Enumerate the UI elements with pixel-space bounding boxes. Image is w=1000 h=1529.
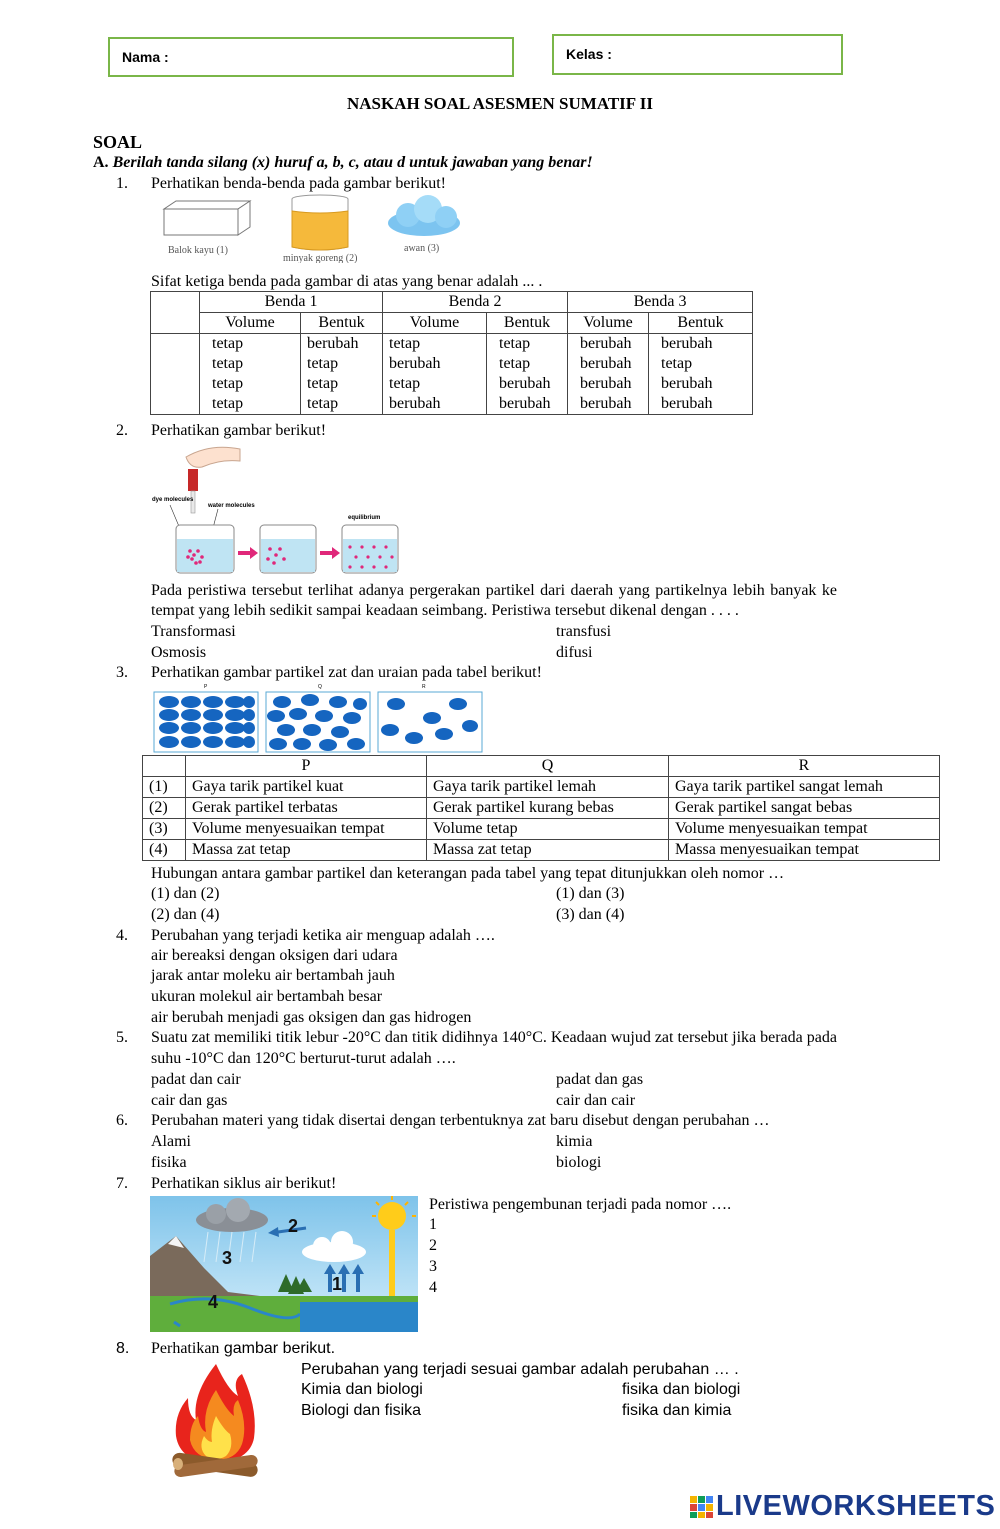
q7-prompt: Peristiwa pengembunan terjadi pada nomor ….: [429, 1196, 732, 1213]
table-row: (3) Volume menyesuaikan tempat Volume tetap Volume menyesuaikan tempat: [143, 819, 940, 840]
q1-image: [158, 193, 470, 263]
q1-number: 1.: [116, 175, 128, 192]
q1-text: Perhatikan benda-benda pada gambar berikut!: [151, 175, 446, 192]
q2-diffusion-image: [150, 443, 405, 578]
oil-glass-image: [292, 195, 348, 250]
q1-label-2: minyak goreng (2): [283, 253, 358, 263]
nama-label: Nama :: [122, 49, 169, 65]
q8-text-serif: Perhatikan: [151, 1340, 220, 1357]
q1-label-1: Balok kayu (1): [168, 245, 228, 256]
q2-desc-1: Pada peristiwa tersebut terlihat adanya pergerakan partikel dari daerah yang partikelnya lebih banyak ke: [151, 582, 838, 599]
table-header-row: [151, 292, 753, 313]
q6-option-b[interactable]: kimia: [556, 1133, 593, 1150]
q8-option-d[interactable]: fisika dan kimia: [622, 1402, 732, 1419]
q7-option-c[interactable]: 3: [429, 1258, 437, 1275]
q5-option-d[interactable]: cair dan cair: [556, 1092, 636, 1109]
beaker-3: [342, 525, 398, 573]
q5-text-1: Suatu zat memiliki titik lebur -20°C dan titik didihnya 140°C. Keadaan wujud zat tersebut jika berada pada: [151, 1029, 837, 1046]
table-row: tetap tetap berubah berubah berubah berubah: [151, 394, 753, 415]
wood-block-image: [164, 201, 250, 235]
q7-water-cycle-image: [150, 1196, 418, 1332]
table-row: tetap tetap berubah tetap berubah tetap: [151, 354, 753, 374]
q6-number: 6.: [116, 1112, 128, 1129]
equilibrium-label: equilibrium: [348, 515, 381, 521]
q6-text: Perubahan materi yang tidak disertai dengan terbentuknya zat baru disebut dengan perubahan …: [151, 1112, 770, 1129]
table-row: (1) Gaya tarik partikel kuat Gaya tarik partikel lemah Gaya tarik partikel sangat lemah: [143, 777, 940, 798]
q5-option-c[interactable]: cair dan gas: [151, 1092, 228, 1109]
q6-option-c[interactable]: fisika: [151, 1154, 187, 1171]
cycle-label-4: 4: [208, 1292, 219, 1312]
q6-option-d[interactable]: biologi: [556, 1154, 602, 1171]
instruction: [93, 153, 593, 173]
q3-option-b[interactable]: (1) dan (3): [556, 885, 625, 902]
page-title: NASKAH SOAL ASESMEN SUMATIF II: [346, 94, 654, 113]
q2-number: 2.: [116, 422, 128, 439]
cycle-label-3: 3: [222, 1248, 233, 1268]
q8-option-b[interactable]: fisika dan biologi: [622, 1381, 741, 1398]
q5-text-2: suhu -10°C dan 120°C berturut-turut adalah ….: [151, 1050, 456, 1067]
liveworksheets-logo-icon: [690, 1496, 714, 1518]
q7-option-d[interactable]: 4: [429, 1279, 437, 1296]
kelas-input[interactable]: [634, 44, 833, 66]
table-row: (4) Massa zat tetap Massa zat tetap Massa menyesuaikan tempat: [143, 840, 940, 861]
cycle-label-1: 1: [332, 1274, 343, 1294]
q2-option-b[interactable]: transfusi: [556, 623, 612, 640]
q1-table: [150, 291, 753, 415]
water-label: water molecules: [208, 503, 255, 509]
beaker-2: [260, 525, 316, 573]
q4-number: 4.: [116, 927, 128, 944]
q3-label-q: Q: [318, 684, 322, 690]
q1-group-1: Benda 1: [200, 292, 383, 313]
liquid-particles: [266, 692, 370, 752]
instruction-text: Berilah tanda silang (x) huruf a, b, c, atau d untuk jawaban yang benar!: [112, 154, 593, 171]
q3-label-p: P: [204, 684, 208, 690]
dye-label: dye molecules: [152, 497, 194, 503]
table-header-row: P Q R: [143, 756, 940, 777]
q8-fire-image: [166, 1360, 266, 1482]
q8-number: 8.: [116, 1340, 130, 1357]
q5-number: 5.: [116, 1029, 128, 1046]
q2-option-c[interactable]: Osmosis: [151, 644, 207, 661]
q2-desc-2: tempat yang lebih sedikit sampai keadaan seimbang. Peristiwa tersebut dikenal dengan . . . .: [151, 602, 739, 619]
instruction-letter: A.: [93, 154, 109, 171]
liveworksheets-text: LIVEWORKSHEETS: [716, 1490, 996, 1522]
nama-box: [108, 37, 514, 77]
q3-prompt: Hubungan antara gambar partikel dan keterangan pada tabel yang tepat ditunjukkan oleh nomor …: [151, 865, 785, 882]
q8-option-a[interactable]: Kimia dan biologi: [301, 1381, 423, 1398]
table-subheader-row: Volume Bentuk Volume Bentuk Volume Bentuk: [151, 313, 753, 334]
table-row: tetap berubah tetap tetap berubah berubah: [151, 334, 753, 355]
q3-label-r: R: [422, 684, 426, 690]
q5-option-b[interactable]: padat dan gas: [556, 1071, 644, 1088]
q6-option-a[interactable]: Alami: [151, 1133, 191, 1150]
beaker-1: [176, 525, 234, 573]
q8-prompt: Perubahan yang terjadi sesuai gambar adalah perubahan … .: [301, 1361, 739, 1378]
q3-table: [142, 755, 940, 861]
kelas-label: Kelas :: [566, 46, 612, 62]
section-label: SOAL: [93, 132, 143, 152]
cloud-image: [388, 195, 460, 236]
cycle-label-2: 2: [288, 1216, 299, 1236]
q2-option-d[interactable]: difusi: [556, 644, 593, 661]
q3-number: 3.: [116, 664, 128, 681]
q1-group-3: Benda 3: [568, 292, 753, 313]
nama-input[interactable]: [180, 47, 504, 69]
q1-prompt: Sifat ketiga benda pada gambar di atas yang benar adalah ... .: [151, 273, 543, 290]
q4-option-b[interactable]: jarak antar moleku air bertambah jauh: [151, 967, 395, 984]
gas-particles: [378, 692, 482, 752]
table-row: (2) Gerak partikel terbatas Gerak partikel kurang bebas Gerak partikel sangat bebas: [143, 798, 940, 819]
q4-option-c[interactable]: ukuran molekul air bertambah besar: [151, 988, 383, 1005]
q8-text: [151, 1339, 335, 1359]
q5-option-a[interactable]: padat dan cair: [151, 1071, 241, 1088]
q4-option-a[interactable]: air bereaksi dengan oksigen dari udara: [151, 947, 398, 964]
q2-option-a[interactable]: Transformasi: [151, 623, 236, 640]
q2-text: Perhatikan gambar berikut!: [151, 422, 327, 439]
q4-option-d[interactable]: air berubah menjadi gas oksigen dan gas hidrogen: [151, 1009, 472, 1026]
q7-option-b[interactable]: 2: [429, 1237, 437, 1254]
q7-option-a[interactable]: 1: [429, 1216, 437, 1233]
q1-group-2: Benda 2: [383, 292, 568, 313]
q1-label-3: awan (3): [404, 243, 440, 254]
q3-particle-image: [152, 682, 484, 754]
q8-text-sans: gambar berikut.: [219, 1340, 336, 1357]
q7-number: 7.: [116, 1175, 128, 1192]
q7-text: Perhatikan siklus air berikut!: [151, 1175, 337, 1192]
q8-option-c[interactable]: Biologi dan fisika: [301, 1402, 422, 1419]
q3-option-d[interactable]: (3) dan (4): [556, 906, 625, 923]
q3-option-c[interactable]: (2) dan (4): [151, 906, 220, 923]
q3-text: Perhatikan gambar partikel zat dan uraian pada tabel berikut!: [151, 664, 542, 681]
q4-text: Perubahan yang terjadi ketika air menguap adalah ….: [151, 927, 495, 944]
table-row: tetap tetap tetap berubah berubah berubah: [151, 374, 753, 394]
solid-particles: [154, 692, 258, 752]
fire-icon: [176, 1364, 255, 1464]
kelas-box: [552, 34, 843, 75]
q3-option-a[interactable]: (1) dan (2): [151, 885, 220, 902]
